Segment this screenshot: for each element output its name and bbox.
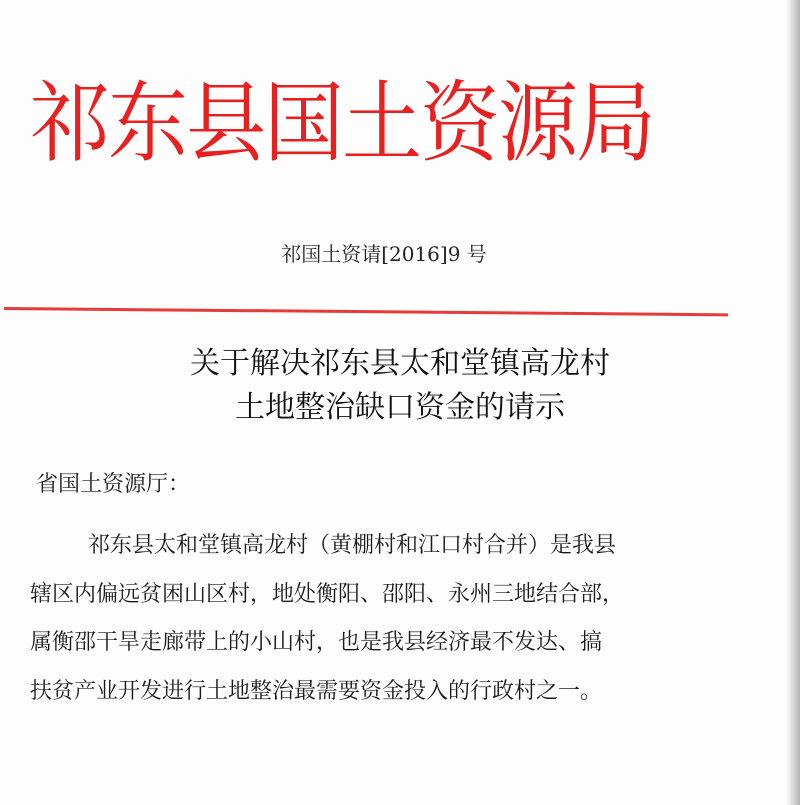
addressee: 省国土资源厅： bbox=[36, 472, 191, 497]
document-title bbox=[0, 342, 800, 430]
body-line-1: 祁东县太和堂镇高龙村（黄棚村和江口村合并）是我县 bbox=[88, 533, 617, 558]
body-line-3: 属衡邵干旱走廊带上的小山村，也是我县经济最不发达、搞 bbox=[30, 630, 603, 655]
body-line-2: 辖区内偏远贫困山区村，地处衡阳、邵阳、永州三地结合部， bbox=[30, 581, 625, 607]
page-edge-shadow bbox=[786, 0, 800, 805]
body-line-4: 扶贫产业开发进行土地整治最需要资金投入的行政村之一。 bbox=[30, 678, 603, 704]
red-divider-line bbox=[4, 307, 728, 316]
document-number: 祁国土资请[2016]9 号 bbox=[281, 242, 487, 266]
issuing-authority-header: 祁东县国土资源局 bbox=[30, 72, 654, 175]
body-paragraph bbox=[30, 522, 730, 716]
document-title-line-2: 土地整治缺口资金的请示 bbox=[235, 390, 565, 425]
document-title-line-1: 关于解决祁东县太和堂镇高龙村 bbox=[190, 346, 610, 381]
